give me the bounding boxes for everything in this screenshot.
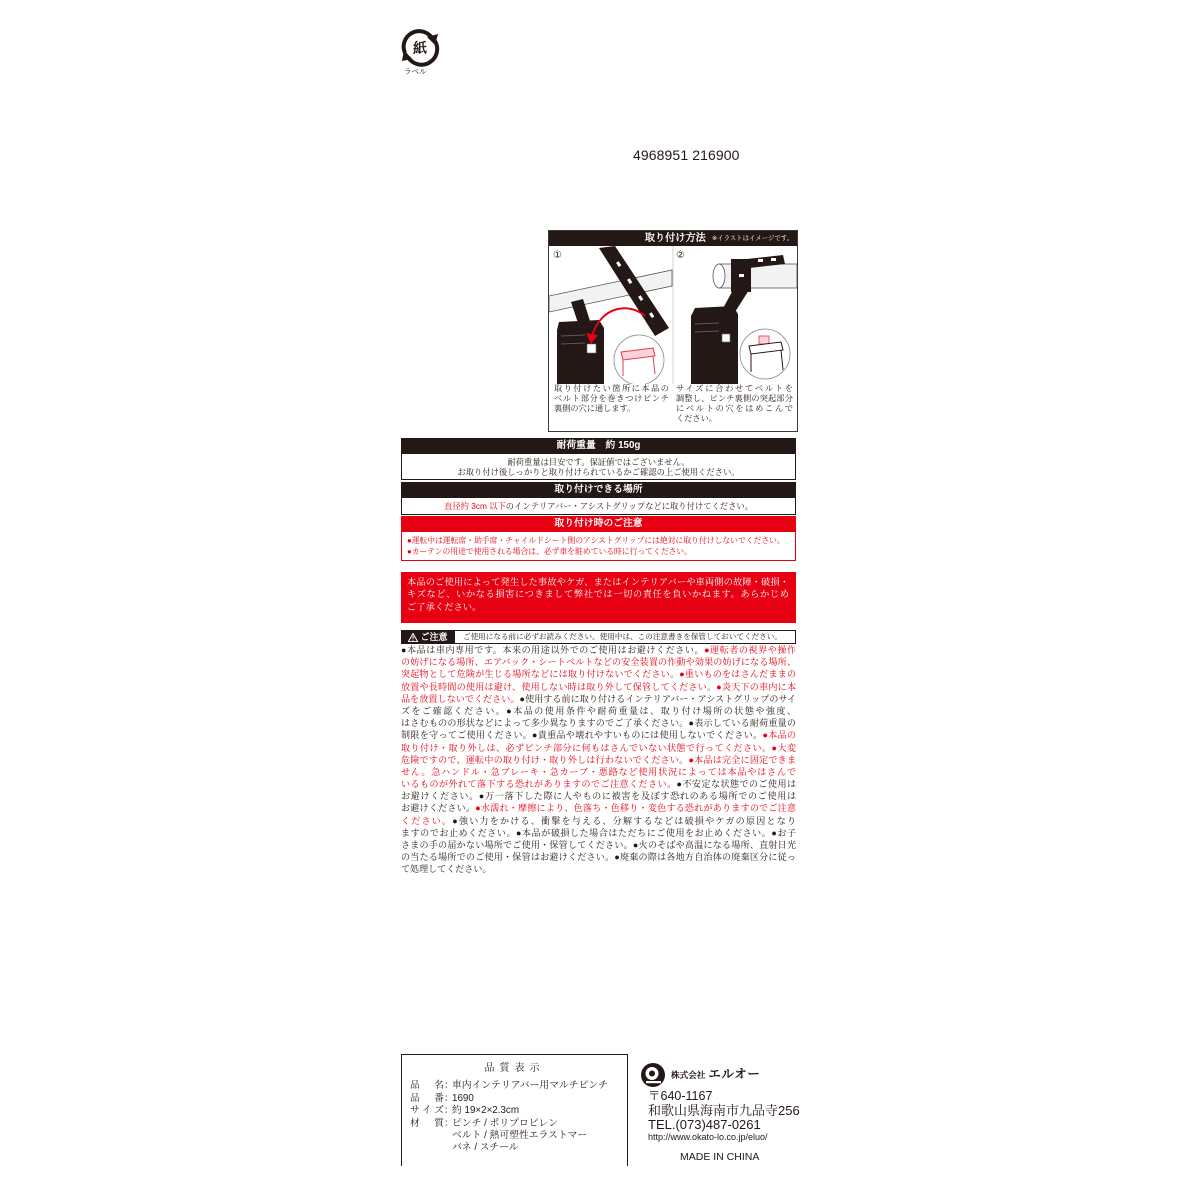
quality-row-size <box>410 1105 519 1117</box>
step-1-line: 取り付けたい箇所に本品の <box>554 384 669 393</box>
step-1-line: 裏側の穴に通します。 <box>554 404 636 413</box>
quality-row-product-number <box>410 1093 474 1105</box>
caution-line <box>401 827 796 839</box>
mount-location-box <box>401 497 796 515</box>
installation-note: ※イラストはイメージです。 <box>711 235 793 242</box>
load-capacity-line: お取り付け後しっかりと取り付けられているかご確認の上ご使用ください。 <box>457 467 740 477</box>
caution-text-important: 品を放置しないでください。 <box>401 693 520 704</box>
caution-line <box>401 863 796 875</box>
caution-line <box>401 693 796 705</box>
caution-text-important: 放置や長時間の使用は避け、使用しない時は取り外して保管してください。●炎天下の車内に本 <box>401 681 796 692</box>
caution-header <box>401 630 796 644</box>
disclaimer-line: ご了承ください。 <box>407 601 482 612</box>
barcode-number: 4968951 216900 <box>633 147 740 163</box>
caution-text: ●強い力をかける、衝撃を与える、分解するなどは破損やケガの原因となり <box>452 815 797 826</box>
disclaimer-line: 本品のご使用によって発生した事故やケガ、またはインテリアバーや車両側の故障・破損・ <box>407 577 789 587</box>
caution-badge-label: ご注意 <box>420 632 448 642</box>
belt-hole <box>739 274 744 277</box>
quality-label: サイズ <box>410 1105 444 1116</box>
caution-text: ●本品は車内専用です。本来の用途以外でのご使用はお避けください。 <box>401 645 705 655</box>
caution-text: お避けください。 <box>401 803 476 814</box>
recycle-symbol: 紙 <box>413 41 427 57</box>
clip-step-2 <box>691 306 738 384</box>
clip-hole <box>722 334 730 342</box>
step-1-description <box>554 384 669 414</box>
quality-value: 1690 <box>452 1093 474 1104</box>
quality-label: 品名 <box>410 1080 444 1091</box>
caution-text-important: いるものが外れて落下する恐れがありますのでご注意ください。 <box>401 779 677 790</box>
belt-hole <box>758 259 763 262</box>
caution-text: 制限を守ってご使用ください。●貴重品や壊れやすいものには使用しないでください。 <box>401 730 763 741</box>
step-2-line: サイズに合わせてベルトを <box>676 384 793 393</box>
mount-location-header: 取り付けできる場所 <box>401 482 796 497</box>
load-capacity-box <box>401 453 796 480</box>
company-url: http://www.okato-lo.co.jp/eluo/ <box>648 1132 768 1142</box>
quality-value: バネ / スチール <box>452 1142 519 1153</box>
caution-line <box>401 802 796 814</box>
install-caution-header: 取り付け時のご注意 <box>401 516 796 531</box>
disclaimer-line: キズなど、いかなる損害につきまして弊社では一切の責任を負いかねます。あらかじめ <box>407 589 789 600</box>
caution-line <box>401 717 796 729</box>
quality-value: 約 19×2×2.3cm <box>452 1105 519 1116</box>
caution-line <box>401 851 796 863</box>
caution-text-important: 取り付け・取り外しは、必ずピンチ部分に何もはさんでいない状態で行ってください。●大変 <box>401 742 796 753</box>
install-caution-line: ●カーテンの用途で使用される場合は、必ず車を駐めている時に行ってください。 <box>407 547 693 556</box>
detail-inset-step-1 <box>614 335 664 384</box>
load-capacity-line: 耐荷重量は目安です。保証値ではございません。 <box>507 457 690 467</box>
mount-location-diameter: 直径約 3cm 以下 <box>444 501 506 511</box>
step-2-description <box>676 384 793 424</box>
step-2-number: ② <box>676 250 685 261</box>
company-name <box>671 1066 760 1083</box>
detail-belt-hole <box>759 336 769 344</box>
caution-line <box>401 681 796 693</box>
step-2-line: にベルトの穴をはめこんで <box>676 404 793 413</box>
caution-text-important: ください。 <box>401 815 453 826</box>
caution-badge <box>401 630 455 644</box>
caution-line <box>401 644 796 656</box>
country-of-origin: MADE IN CHINA <box>680 1151 760 1163</box>
caution-text: お避けください。●万一落下した際に人やものに被害を及ぼす恐れのある場所でのご使用は <box>401 791 796 802</box>
step-2-line: ください。 <box>676 414 717 423</box>
quality-row-product-name <box>410 1080 608 1092</box>
caution-line <box>401 839 796 851</box>
quality-row-material <box>410 1118 558 1130</box>
mount-location-description: のインテリアバー・アシストグリップなどに取り付けてください。 <box>505 501 753 511</box>
clip-hole <box>587 344 596 353</box>
disclaimer-text <box>407 576 789 613</box>
caution-text: ●使用する前に取り付けるインテリアバー・アシストグリップのサイ <box>519 693 796 704</box>
caution-text: さまの手の届かない場所でご使用・保管してください。●火のそばや高温になる場所、直射日光 <box>401 840 796 850</box>
caution-line <box>401 742 796 754</box>
quality-separator: ： <box>444 1118 454 1129</box>
quality-separator: ： <box>444 1105 454 1116</box>
company-main-name: エルオー <box>708 1067 761 1081</box>
quality-row-material-extra <box>452 1130 587 1142</box>
caution-text: ズをご確認ください。●本品の使用条件や耐荷重量は、取り付け場所の状態や強度、 <box>401 705 796 716</box>
pipe-step-2 <box>719 264 797 288</box>
caution-text-important: せん。急ハンドル・急ブレーキ・急カーブ・悪路など使用状況によっては本品やはさんで <box>401 766 796 777</box>
caution-line <box>401 790 796 802</box>
caution-text-important: ●本品の <box>762 730 796 741</box>
recycle-label: ラベル <box>404 67 427 76</box>
install-caution-line: ●運転中は運転席・助手席・チャイルドシート側のアシストグリップには絶対に取り付けしないでください。 <box>407 536 785 545</box>
company-logo-icon <box>640 1062 666 1088</box>
mount-location-text <box>402 498 795 514</box>
caution-line <box>401 668 796 680</box>
caution-text: ●不安定な状態でのご使用は <box>676 779 797 790</box>
quality-value: ピンチ / ポリプロピレン <box>452 1118 558 1129</box>
quality-label: 品番 <box>410 1093 444 1104</box>
caution-text: はさむものの形状などによって多少異なりますのでご了承ください。●表示している耐荷重量の <box>401 718 796 729</box>
quality-separator: ： <box>444 1093 454 1104</box>
caution-line <box>401 815 796 827</box>
caution-text: ますのでお止めください。●本品が破損した場合はただちにご使用をお止めください。●お子 <box>401 827 796 838</box>
company-phone: TEL.(073)487-0261 <box>648 1117 761 1132</box>
quality-title: 品質表示 <box>484 1063 545 1074</box>
caution-text-important: 危険ですので、運転中の取り付け・取り外しは行わないでください。●本品は完全に固定できま <box>401 754 796 765</box>
load-capacity-header: 耐荷重量 約 150g <box>401 438 796 453</box>
step-2-line: 調整し、ピンチ裏側の突起部分 <box>676 394 793 403</box>
quality-label: 材質 <box>410 1118 444 1129</box>
install-caution-box <box>401 531 796 561</box>
caution-line <box>401 729 796 741</box>
step-1-number: ① <box>553 250 562 261</box>
caution-text-important: 突起物として危険が生じる場所などには取り付けないでください。●重いものをはさんだままの <box>401 669 796 680</box>
belt-hole <box>771 258 776 261</box>
warning-triangle-icon <box>408 633 418 642</box>
caution-line <box>401 766 796 778</box>
quality-value: ベルト / 熱可塑性エラストマー <box>452 1130 588 1141</box>
caution-text-important: ●水濡れ・摩擦により、色落ち・色移り・変色する恐れがありますのでご注意 <box>475 803 796 814</box>
company-prefix: 株式会社 <box>671 1070 706 1080</box>
liability-disclaimer <box>401 572 796 623</box>
installation-illustration <box>549 246 797 384</box>
quality-value: 車内インテリアバー用マルチピンチ <box>452 1080 608 1091</box>
caution-text-important: の妨げになる場所、エアバック・シートベルトなどの安全装置の作動や効果の妨げになる場所、 <box>401 657 796 668</box>
company-postal-code: 〒640-1167 <box>648 1089 713 1103</box>
installation-title: 取り付け方法 <box>644 233 706 244</box>
installation-panel <box>548 230 798 432</box>
caution-line <box>401 754 796 766</box>
company-address: 和歌山県海南市九品寺256 <box>648 1103 800 1118</box>
pipe-end-step-2 <box>713 264 725 288</box>
step-1-line: ベルト部分を巻きつけピンチ <box>554 394 669 403</box>
recycle-paper-mark <box>397 26 443 70</box>
installation-header <box>549 231 797 246</box>
caution-intro: ご使用になる前に必ずお読みください。使用中は、この注意書きを保管しておいてください。 <box>463 632 782 641</box>
quality-separator: ： <box>444 1080 454 1091</box>
caution-line <box>401 656 796 668</box>
caution-line <box>401 705 796 717</box>
caution-text-important: ●運転者の視界や操作 <box>704 645 796 655</box>
caution-text: の当たる場所でのご使用・保管はお避けください。●廃棄の際は各地方自治体の廃棄区分に従っ <box>401 852 796 863</box>
quality-row-material-extra <box>452 1142 519 1154</box>
clip-step-1 <box>557 320 604 384</box>
caution-paragraph <box>401 644 796 876</box>
caution-text: て処理してください。 <box>401 864 492 875</box>
caution-line <box>401 778 796 790</box>
